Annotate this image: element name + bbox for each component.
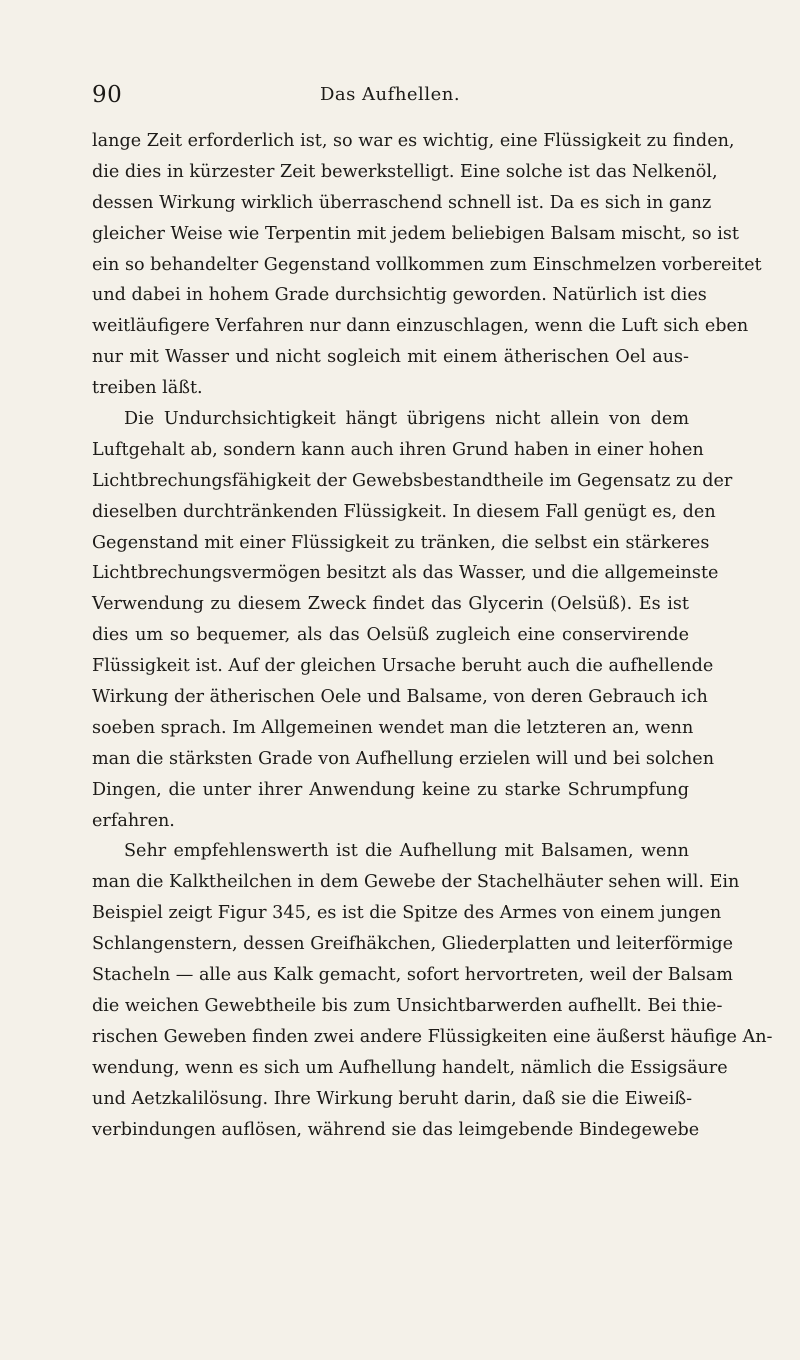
text-line: treiben läßt. [92,378,203,399]
text-line: man die Kalktheilchen in dem Gewebe der Stachelhäuter sehen will. Ein [92,872,740,893]
text-line: Verwendung zu diesem Zweck findet das Glycerin (Oelsüß). Es ist [92,594,689,615]
text-line: Sehr empfehlenswerth ist die Aufhellung mit Balsamen, wenn [124,841,689,862]
text-line: Luftgehalt ab, sondern kann auch ihren Grund haben in einer hohen [92,439,704,460]
text-line: Stacheln — alle aus Kalk gemacht, sofort hervortreten, weil der Balsam [92,965,733,986]
text-line: soeben sprach. Im Allgemeinen wendet man die letzteren an, wenn [92,717,694,738]
text-line: Schlangenstern, dessen Greifhäkchen, Gliederplatten und leiterförmige [92,934,734,955]
text-line: verbindungen auflösen, während sie das leimgebende Bindegewebe [92,1119,700,1140]
text-line: und Aetzkalilösung. Ihre Wirkung beruht darin, daß sie die Eiweiß- [92,1088,693,1109]
text-line: Wirkung der ätherischen Oele und Balsame, von deren Gebrauch ich [92,687,708,708]
text-line: dies um so bequemer, als das Oelsüß zugleich eine conservirende [92,625,689,646]
text-line: gleicher Weise wie Terpentin mit jedem beliebigen Balsam mischt, so ist [92,223,739,244]
text-line: wendung, wenn es sich um Aufhellung handelt, nämlich die Essigsäure [92,1057,728,1078]
page-header [92,82,688,112]
text-line: Die Undurchsichtigkeit hängt übrigens nicht allein von dem [124,409,689,430]
text-line: ein so behandelter Gegenstand vollkommen zum Einschmelzen vorbereitet [92,254,762,275]
running-head: Das Aufhellen. [319,84,461,105]
text-line: man die stärksten Grade von Aufhellung erzielen will und bei solchen [92,748,715,769]
text-line: weitläufigere Verfahren nur dann einzuschlagen, wenn die Luft sich eben [92,316,749,337]
text-line: erfahren. [92,810,175,831]
text-line: Beispiel zeigt Figur 345, es ist die Spitze des Armes von einem jungen [92,903,722,924]
text-line: und dabei in hohem Grade durchsichtig geworden. Natürlich ist dies [92,285,707,306]
text-line: Dingen, die unter ihrer Anwendung keine zu starke Schrumpfung [92,779,689,800]
page-number: 90 [92,82,123,108]
text-line: dessen Wirkung wirklich überraschend schnell ist. Da es sich in ganz [92,192,712,213]
text-line: die weichen Gewebtheile bis zum Unsichtbarwerden aufhellt. Bei thie- [92,995,723,1016]
text-line: Lichtbrechungsvermögen besitzt als das Wasser, und die allgemeinste [92,563,719,584]
text-line: Lichtbrechungsfähigkeit der Gewebsbestandtheile im Gegensatz zu der [92,470,733,491]
text-line: nur mit Wasser und nicht sogleich mit einem ätherischen Oel aus- [92,347,689,368]
text-line: lange Zeit erforderlich ist, so war es wichtig, eine Flüssigkeit zu finden, [92,131,735,151]
text-line: rischen Geweben finden zwei andere Flüssigkeiten eine äußerst häufige An- [92,1026,773,1047]
text-line: Flüssigkeit ist. Auf der gleichen Ursache beruht auch die aufhellende [92,656,714,677]
text-line: die dies in kürzester Zeit bewerkstelligt. Eine solche ist das Nelkenöl, [92,161,718,182]
text-line: dieselben durchtränkenden Flüssigkeit. In diesem Fall genügt es, den [92,501,716,522]
body-text [92,126,773,1145]
text-line: Gegenstand mit einer Flüssigkeit zu tränken, die selbst ein stärkeres [92,532,710,553]
